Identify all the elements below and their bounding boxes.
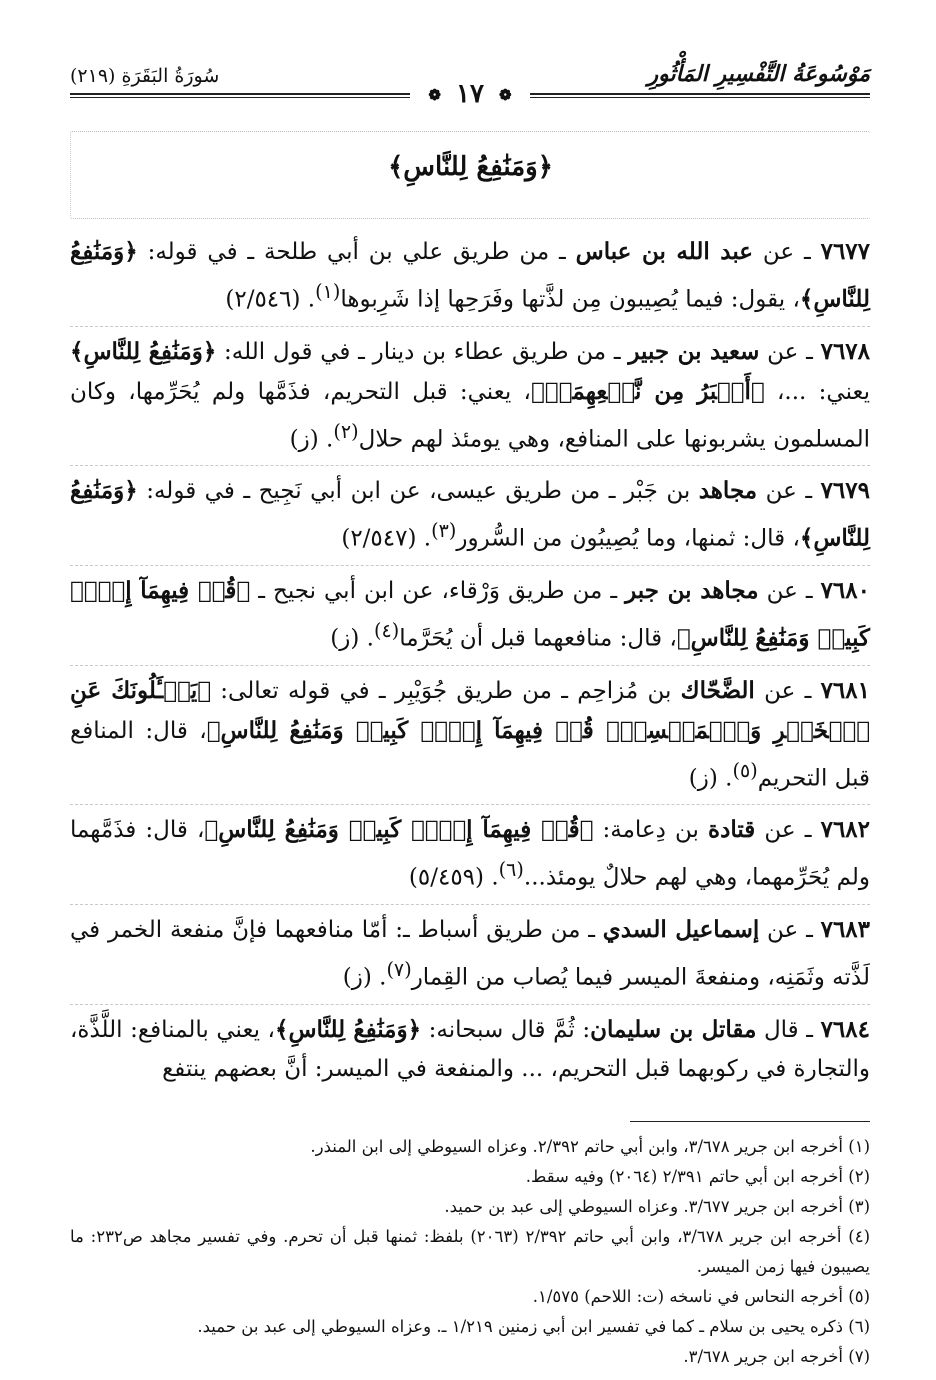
quran-quote: ﴿يَسۡـَٔلُونَكَ عَنِ ٱلۡخَمۡرِ وَٱلۡمَيۡسِرِۖ قُلۡ فِيهِمَآ إِثۡمٞ كَبِيرٞ وَمَنَٰفِعُ لِلنَّاسِ﴾ — [70, 676, 871, 744]
entry-connector: ـ عن — [759, 916, 821, 943]
entry-reference: . (٢/٥٤٦) — [225, 286, 316, 313]
footnote-7: (٧) أخرجه ابن جرير ٣/٦٧٨. — [683, 1346, 870, 1366]
entry-number: ٧٦٨٠ — [820, 576, 870, 604]
entry-connector: ـ عن — [759, 338, 821, 365]
entry-text: ـ من طريق وَرْقاء، عن ابن أبي نجيح ـ — [250, 577, 626, 604]
entry-text: ، قال: فذَمَّهما ولم يُحَرِّمهما، وهي لهم حلالٌ يومئذ... — [70, 817, 870, 891]
entry-narrator: قتادة — [708, 816, 756, 844]
footnotes — [70, 1132, 870, 1372]
entry-reference: . (ز) — [688, 765, 733, 792]
footnote-1: (١) أخرجه ابن جرير ٣/٦٧٨، وابن أبي حاتم ٢/٣٩٢. وعزاه السيوطي إلى ابن المنذر. — [310, 1136, 870, 1156]
ornament-icon: ❁ — [499, 86, 512, 104]
footnote-marker: (١) — [315, 280, 341, 303]
entry-7679 — [70, 466, 870, 566]
entry-narrator: مجاهد بن جبر — [625, 576, 759, 604]
entry-7682 — [70, 805, 870, 905]
entry-number: ٧٦٧٩ — [820, 477, 870, 505]
entry-reference: . (٢/٥٤٧) — [341, 525, 432, 552]
quran-quote: ﴿وَمَنَٰفِعُ لِلنَّاسِ﴾ — [274, 1015, 422, 1043]
page-header — [70, 55, 870, 117]
entry-7683 — [70, 905, 870, 1005]
entry-text: ـ من طريق أسباط ـ: أمّا منافعهما فإنَّ منفعة الخمر في لَذَّته وثَمَنِه، ومنفعةَ الميسر فيما يُصاب من القِمار — [70, 916, 870, 991]
entry-reference: . (ز) — [289, 426, 334, 453]
entry-number: ٧٦٧٨ — [820, 337, 871, 365]
entry-narrator: عبد الله بن عباس — [575, 238, 754, 265]
footnote-6: (٦) ذكره يحيى بن سلام ـ كما في تفسير ابن أبي زمنين ١/٢١٩ ـ. وعزاه السيوطي إلى عبد بن حميد. — [197, 1316, 870, 1336]
surah-label: سُورَةُ البَقَرَةِ (٢١٩) — [70, 65, 220, 87]
quran-quote: ﴿قُلۡ فِيهِمَآ إِثۡمٞ كَبِيرٞ وَمَنَٰفِعُ لِلنَّاسِ﴾ — [204, 816, 594, 844]
entry-text: بن جَبْر ـ من طريق عيسى، عن ابن أبي نَجِيح ـ في قوله: — [137, 478, 699, 505]
entry-narrator: الضَّحّاك — [680, 676, 755, 704]
entry-text: ، قال: منافعهما قبل أن يُحَرَّما — [399, 625, 677, 652]
entry-reference: . (ز) — [342, 964, 387, 991]
footnote-marker: (٢) — [333, 419, 359, 443]
footnote-2: (٢) أخرجه ابن أبي حاتم ٢/٣٩١ (٢٠٦٤) وفيه سقط. — [525, 1166, 870, 1186]
section-title-box — [70, 131, 870, 219]
quran-quote: ﴿وَمَنَٰفِعُ لِلنَّاسِ﴾ — [70, 238, 870, 313]
entry-reference: . (٥/٤٥٩) — [408, 864, 499, 891]
entry-connector: ـ عن — [758, 577, 821, 604]
ornament-icon: ❁ — [428, 86, 441, 104]
footnote-marker: (٦) — [498, 858, 524, 882]
footnote-3: (٣) أخرجه ابن جرير ٣/٦٧٧. وعزاه السيوطي إلى عبد بن حميد. — [444, 1196, 870, 1216]
entry-7677 — [70, 227, 870, 327]
book-page — [70, 55, 871, 1366]
entries-list — [70, 227, 870, 1095]
entry-narrator: إسماعيل السدي — [602, 915, 760, 943]
footnote-4: (٤) أخرجه ابن جرير ٣/٦٧٨، وابن أبي حاتم ٢/٣٩٢ (٢٠٦٣) بلفظ: ثمنها قبل أن تحرم. وفي تفسير مجاهد ص٢٣٢: ما يصيبون فيها زمن الميسر. — [70, 1226, 870, 1276]
entry-connector: ـ عن — [753, 239, 821, 265]
quran-quote: ﴿وَمَنَٰفِعُ لِلنَّاسِ﴾ — [70, 337, 217, 365]
quran-quote: ﴿وَمَنَٰفِعُ لِلنَّاسِ﴾ — [70, 477, 870, 552]
header-rule-right — [530, 93, 870, 95]
entry-connector: ـ عن — [755, 817, 821, 844]
entry-text: ـ من طريق علي بن أبي طلحة ـ في قوله: — [137, 239, 576, 265]
footnote-marker: (٥) — [732, 758, 758, 782]
entry-text: ، قال: ثمنها، وما يُصِيبُون من السُّرور — [456, 525, 800, 552]
quran-quote: ﴿أَكۡبَرُ مِن نَّفۡعِهِمَاۗ﴾ — [530, 377, 765, 405]
section-title: ﴿وَمَنَٰفِعُ لِلنَّاسِ﴾ — [388, 152, 553, 182]
entry-number: ٧٦٨١ — [820, 676, 870, 704]
page-number-group — [422, 79, 517, 109]
entry-text: : ثُمَّ قال سبحانه: — [421, 1016, 591, 1043]
entry-text: ، يعني بالمنافع: اللَّذَّة، والتجارة في ركوبهما قبل التحريم، ... والمنفعة في الميسر: أنَّ بعضهم ينتفع — [70, 1016, 870, 1082]
footnote-marker: (٣) — [431, 519, 457, 543]
entry-text: ، يعني: قبل التحريم، فذَمَّها ولم يُحَرِّمها، وكان المسلمون يشربونها على المنافع، وهي يومئذ لهم حلال — [70, 378, 870, 453]
entry-narrator: مجاهد — [698, 477, 758, 505]
entry-text: بن دِعامة: — [593, 817, 709, 844]
entry-7684 — [70, 1005, 870, 1095]
entry-number: ٧٦٨٤ — [820, 1015, 870, 1043]
page-number: ١٧ — [456, 79, 484, 109]
entry-connector: ـ عن — [754, 677, 821, 704]
entry-7678 — [70, 327, 870, 467]
entry-text: ـ من طريق عطاء بن دينار ـ في قول الله: — [216, 338, 629, 365]
entry-7680 — [70, 566, 870, 666]
entry-number: ٧٦٨٣ — [820, 915, 871, 943]
header-rule-left — [70, 93, 410, 95]
entry-number: ٧٦٨٢ — [820, 816, 871, 844]
entry-text: يعني: ...، — [764, 378, 871, 405]
book-title: مَوْسُوعَةُ التَّفْسِيرِ المَأْثُورِ — [647, 61, 870, 87]
footnote-marker: (٤) — [373, 618, 400, 642]
entry-connector: ـ قال — [756, 1016, 821, 1043]
entry-text: ، يقول: فيما يُصِيبون مِن لذَّتها وفَرَحِها إذا شَرِبوها — [340, 286, 800, 313]
entry-connector: ـ عن — [757, 478, 821, 505]
entry-narrator: مقاتل بن سليمان — [590, 1015, 757, 1043]
footnote-marker: (٧) — [386, 957, 412, 981]
quran-quote: ﴿قُلۡ فِيهِمَآ إِثۡمٞ كَبِيرٞ وَمَنَٰفِعُ لِلنَّاسِ﴾ — [70, 576, 870, 652]
entry-number: ٧٦٧٧ — [820, 238, 871, 265]
footnote-separator — [630, 1121, 870, 1122]
entry-text: ، قال: المنافع قبل التحريم — [70, 717, 870, 792]
entry-reference: . (ز) — [330, 625, 374, 652]
entry-7681 — [70, 666, 870, 806]
entry-narrator: سعيد بن جبير — [628, 337, 760, 365]
entry-text: بن مُزاحِم ـ من طريق جُوَيْبِر ـ في قوله تعالى: — [211, 677, 681, 704]
footnote-5: (٥) أخرجه النحاس في ناسخه (ت: اللاحم) ١/٥٧٥. — [532, 1286, 870, 1306]
